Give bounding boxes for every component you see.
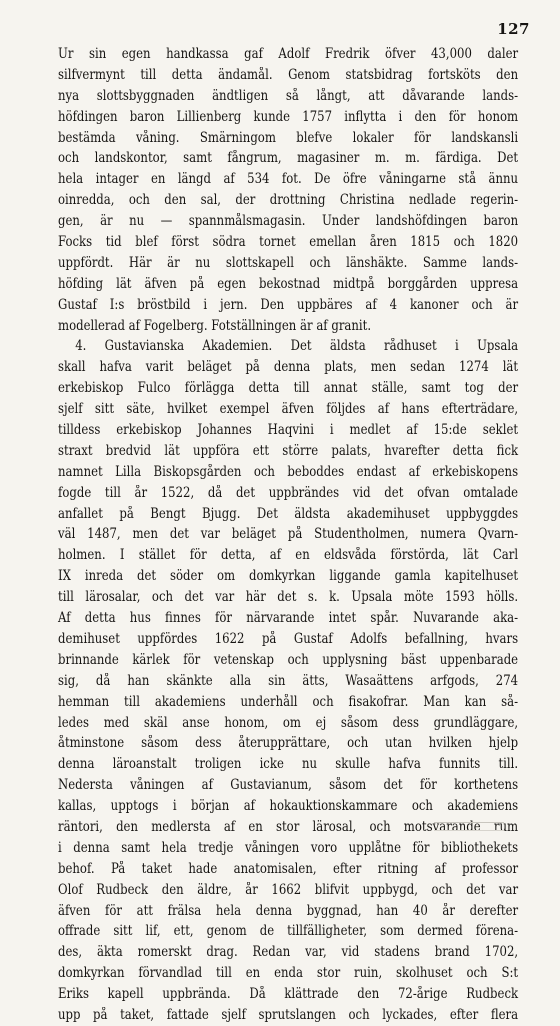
text-line: Focks tid blef först södra tornet emellan åren 1815 och 1820 [58, 234, 519, 251]
text-line: Gustaf I:s bröstbild i jern. Den uppbäres af 4 kanoner och är [58, 296, 519, 313]
text-line: hela intager en längd af 534 fot. De öfre våningarne stå ännu [58, 171, 519, 188]
body-text [58, 44, 518, 1026]
text-line: straxt bredvid lät uppföra ett större palats, hvarefter detta fick [58, 442, 519, 459]
text-line: silfvermynt till detta ändamål. Genom statsbidrag fortsköts den [58, 66, 519, 83]
text-line: ledes med skäl anse honom, om ej såsom dess grundläggare, [58, 714, 519, 731]
text-line: åtminstone såsom dess återupprättare, och utan hvilken hjelp [58, 735, 519, 752]
text-line: modellerad af Fogelberg. Fotställningen är af granit. [58, 317, 372, 334]
text-line: fogde till år 1522, då det uppbrändes vid det ofvan omtalade [58, 484, 519, 501]
text-line: och landskontor, samt fångrum, magasiner m. m. färdiga. Det [58, 150, 519, 167]
text-line: domkyrkan förvandlad till en enda stor ruin, skolhuset och S:t [58, 965, 519, 982]
text-line: bestämda våning. Smärningom blefve lokaler för landskansli [58, 129, 519, 146]
text-line: hemman till akademiens underhåll och fisakofrar. Man kan så- [58, 693, 519, 710]
text-line: des, äkta romerskt drag. Redan var, vid stadens brand 1702, [58, 944, 519, 961]
text-line: anfallet på Bengt Bjugg. Det äldsta akademihuset uppbyggdes [58, 505, 519, 522]
section-heading-line: 4. Gustavianska Akademien. Det äldsta rådhuset i Upsala [75, 338, 519, 355]
text-line: brinnande kärlek för vetenskap och upplysning bäst uppenbarade [58, 651, 519, 668]
text-line: höfdingen baron Lillienberg kunde 1757 inflytta i den för honom [58, 108, 519, 125]
text-line: behof. På taket hade anatomisalen, efter ritning af professor [58, 860, 519, 877]
text-line: sjelf sitt säte, hvilket exempel äfven följdes af hans efterträdare, [58, 401, 519, 418]
text-line: uppfördt. Här är nu slottskapell och länshäkte. Samme lands- [58, 254, 519, 271]
text-line: i denna samt hela tredje våningen voro upplåtne för bibliothekets [58, 839, 519, 856]
text-line: höfding lät äfven på egen bekostnad midtpå borggården uppresa [58, 275, 519, 292]
text-line: demihuset uppfördes 1622 på Gustaf Adolfs befallning, hvars [58, 630, 519, 647]
text-line: kallas, upptogs i början af hokauktionskammare och akademiens [58, 798, 519, 815]
text-line: holmen. I stället för detta, af en eldsvåda förstörda, lät Carl [58, 547, 519, 564]
text-line: skall hafva varit beläget på denna plats, men sedan 1274 lät [58, 359, 519, 376]
text-line: Eriks kapell uppbrända. Då klättrade den 72-årige Rudbeck [58, 986, 519, 1003]
text-line: erkebiskop Fulco förlägga detta till annat ställe, samt tog der [58, 380, 519, 397]
faint-stamp-mark [434, 822, 504, 831]
text-line: väl 1487, men det var beläget på Studentholmen, numera Qvarn- [58, 526, 519, 543]
text-line: nya slottsbyggnaden ändtligen så långt, att dåvarande lands- [58, 87, 519, 104]
text-line: namnet Lilla Biskopsgården och beboddes endast af erkebiskopens [58, 463, 519, 480]
text-line: gen, är nu — spannmålsmagasin. Under landshöfdingen baron [58, 213, 519, 230]
text-line: Olof Rudbeck den äldre, år 1662 blifvit uppbygd, och det var [58, 881, 519, 898]
text-line: sig, då han skänkte alla sin ätts, Wasaättens arfgods, 274 [58, 672, 519, 689]
text-line: oinredda, och den sal, der drottning Christina nedlade regerin- [58, 192, 519, 209]
text-line: offrade sitt lif, ett, genom de tillfälligheter, som dermed förena- [58, 923, 519, 940]
text-line: Ur sin egen handkassa gaf Adolf Fredrik öfver 43,000 daler [58, 46, 519, 62]
text-line: äfven för att frälsa hela denna byggnad, han 40 år derefter [58, 902, 519, 919]
text-line: Af detta hus finnes för närvarande intet spår. Nuvarande aka- [58, 610, 519, 627]
page-number: 127 [497, 20, 530, 38]
text-line: tilldess erkebiskop Johannes Haqvini i medlet af 15:de seklet [58, 422, 519, 439]
text-line: IX inreda det söder om domkyrkan liggande gamla kapitelhuset [58, 568, 519, 585]
text-line: upp på taket, fattade sjelf sprutslangen och lyckades, efter flera [58, 1006, 519, 1023]
text-line: denna läroanstalt troligen icke nu skulle hafva funnits till. [58, 756, 519, 773]
text-line: Nedersta våningen af Gustavianum, såsom det för korthetens [58, 777, 519, 794]
text-line: till lärosalar, och det var här det s. k. Upsala möte 1593 hölls. [58, 589, 519, 606]
text-line: räntori, den medlersta af en stor lärosal, och motsvarande rum [58, 818, 519, 835]
